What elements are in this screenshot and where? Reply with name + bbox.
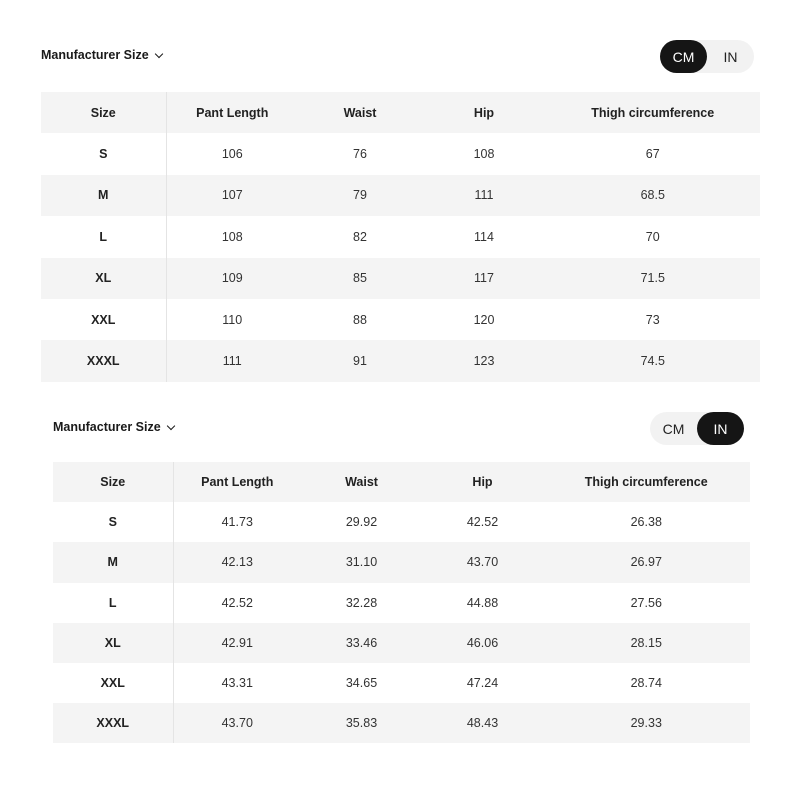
column-header-waist: Waist — [301, 462, 422, 502]
column-header-size: Size — [41, 92, 166, 133]
table-cell: 42.91 — [173, 623, 301, 663]
table-cell-size: XXL — [41, 299, 166, 340]
table-cell: 29.92 — [345, 515, 378, 530]
table-cell: 43.70 — [173, 703, 301, 743]
table-cell: 67 — [645, 147, 660, 162]
unit-toggle — [660, 40, 754, 73]
table-row — [41, 216, 760, 257]
table-row — [41, 340, 760, 381]
unit-in-button[interactable]: IN — [723, 48, 738, 65]
manufacturer-size-dropdown[interactable] — [41, 48, 162, 62]
unit-toggle — [650, 412, 744, 445]
table-cell: 41.73 — [221, 515, 253, 530]
table-cell: 74.5 — [546, 340, 760, 381]
column-header-thigh: Thigh circumference — [546, 92, 760, 133]
table-cell: 82 — [353, 229, 367, 244]
table-cell: 107 — [166, 175, 298, 216]
size-table — [41, 92, 760, 382]
column-header-pant-length: Pant Length — [166, 92, 298, 133]
table-row — [53, 502, 750, 542]
chevron-down-icon — [166, 421, 174, 429]
table-header-row — [53, 462, 750, 502]
table-cell: 120 — [473, 312, 495, 327]
table-cell: 46.06 — [422, 623, 543, 663]
table-cell-size: XL — [41, 258, 166, 299]
table-cell: 68.5 — [546, 175, 760, 216]
table-row — [41, 258, 760, 299]
table-cell-size: XXL — [53, 663, 173, 703]
table-cell: 42.13 — [173, 542, 301, 582]
table-row — [41, 133, 760, 174]
table-cell: 71.5 — [546, 258, 760, 299]
table-cell-size: M — [53, 542, 173, 582]
table-cell: 79 — [298, 175, 422, 216]
table-cell: 27.56 — [630, 595, 662, 610]
table-cell: 70 — [645, 229, 660, 244]
manufacturer-size-label: Manufacturer Size — [53, 420, 161, 434]
size-chart-controls — [41, 40, 760, 92]
table-row — [41, 175, 760, 216]
column-header-hip: Hip — [422, 462, 543, 502]
table-cell: 26.38 — [630, 515, 662, 530]
table-cell: 44.88 — [466, 595, 499, 610]
table-cell: 111 — [422, 175, 546, 216]
table-cell: 109 — [166, 258, 298, 299]
column-header-hip: Hip — [422, 92, 546, 133]
table-cell: 106 — [221, 147, 243, 162]
table-cell: 48.43 — [422, 703, 543, 743]
table-cell: 42.52 — [466, 515, 499, 530]
table-cell-size: L — [41, 216, 166, 257]
chevron-down-icon — [154, 49, 162, 57]
unit-in-button[interactable]: IN — [697, 412, 744, 445]
size-chart-in — [53, 410, 750, 743]
table-cell: 111 — [166, 340, 298, 381]
table-cell: 26.97 — [543, 542, 750, 582]
table-row — [41, 299, 760, 340]
table-cell: 43.70 — [422, 542, 543, 582]
table-cell: 47.24 — [466, 676, 499, 691]
table-cell: 85 — [298, 258, 422, 299]
table-cell: 33.46 — [301, 623, 422, 663]
table-cell: 123 — [422, 340, 546, 381]
table-cell-size: S — [41, 133, 166, 174]
table-cell: 28.74 — [630, 676, 662, 691]
table-cell: 76 — [353, 147, 367, 162]
table-cell-size: XXXL — [53, 703, 173, 743]
table-row — [53, 623, 750, 663]
table-row — [53, 663, 750, 703]
table-row — [53, 583, 750, 623]
table-cell: 34.65 — [345, 676, 378, 691]
table-cell: 114 — [474, 229, 494, 244]
table-cell-size: S — [53, 502, 173, 542]
table-cell-size: XXXL — [41, 340, 166, 381]
table-cell: 110 — [222, 312, 243, 327]
table-cell-size: M — [41, 175, 166, 216]
table-cell: 91 — [298, 340, 422, 381]
table-row — [53, 542, 750, 582]
column-header-pant-length: Pant Length — [173, 462, 301, 502]
table-cell: 88 — [353, 312, 367, 327]
table-cell: 32.28 — [345, 595, 378, 610]
column-header-size: Size — [53, 462, 173, 502]
table-cell-size: L — [53, 583, 173, 623]
unit-cm-button[interactable]: CM — [662, 420, 685, 437]
table-cell: 117 — [422, 258, 546, 299]
unit-cm-button[interactable]: CM — [660, 40, 707, 73]
column-header-waist: Waist — [298, 92, 422, 133]
table-cell: 42.52 — [221, 595, 253, 610]
table-cell: 108 — [221, 229, 243, 244]
size-chart-cm — [41, 40, 760, 382]
size-chart-controls — [53, 410, 750, 462]
table-cell-size: XL — [53, 623, 173, 663]
table-row — [53, 703, 750, 743]
table-cell: 108 — [473, 147, 495, 162]
manufacturer-size-label: Manufacturer Size — [41, 48, 149, 62]
column-header-thigh: Thigh circumference — [543, 462, 750, 502]
size-table — [53, 462, 750, 743]
table-cell: 31.10 — [301, 542, 422, 582]
table-cell: 28.15 — [543, 623, 750, 663]
table-cell: 35.83 — [301, 703, 422, 743]
table-cell: 43.31 — [221, 676, 253, 691]
table-header-row — [41, 92, 760, 133]
manufacturer-size-dropdown[interactable] — [53, 420, 174, 434]
table-cell: 29.33 — [543, 703, 750, 743]
table-cell: 73 — [645, 312, 660, 327]
